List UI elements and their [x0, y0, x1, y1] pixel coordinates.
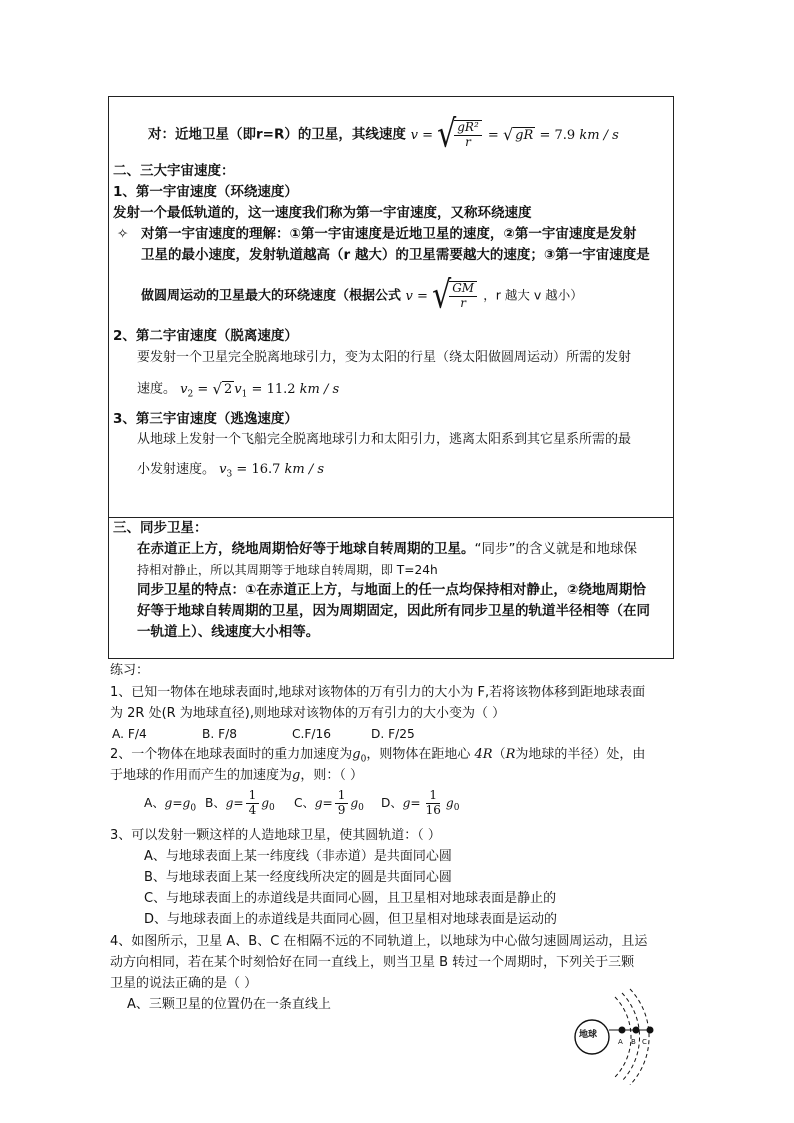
q2-option-c[interactable]: C、g= $\frac{1}{9}$ $g_0$: [294, 788, 364, 817]
q4-line-3: 卫星的说法正确的是（ ）: [110, 976, 258, 991]
v2-formula: $v_2$ = √ 2 $v_1 = 11.2$ km / s: [180, 380, 340, 400]
sync-para-line-2: 持相对静止，所以其周期等于地球自转周期，即 T=24h: [137, 563, 438, 577]
q3-option-a[interactable]: A、与地球表面上某一纬度线（非赤道）是共面同心圆: [144, 849, 452, 864]
label-c: C: [642, 1038, 647, 1046]
first-speed-desc: 发射一个最低轨道的，这一速度我们称为第一宇宙速度，又称环绕速度: [113, 205, 532, 221]
orbit-c: [630, 989, 649, 1085]
sub-first-cosmic-speed: 1、第一宇宙速度（环绕速度）: [113, 184, 298, 200]
heading-three-cosmic-speeds: 二、三大宇宙速度：: [113, 163, 235, 179]
sub-second-cosmic-speed: 2、第二宇宙速度（脱离速度）: [113, 328, 298, 344]
heading-synchronous-satellite: 三、同步卫星：: [113, 520, 208, 536]
near-earth-line: [148, 112, 619, 157]
q3-option-b[interactable]: B、与地球表面上某一经度线所决定的圆是共面同心圆: [144, 870, 452, 885]
q1-option-c[interactable]: C.F/16: [292, 727, 332, 741]
understanding-line-2: 卫星的最小速度，发射轨道越高（r 越大）的卫星需要越大的速度；③第一宇宙速度是: [141, 247, 650, 263]
q1-option-a[interactable]: A. F/4: [112, 727, 147, 741]
label-b: B: [631, 1038, 636, 1046]
q2-option-b[interactable]: B、g= $\frac{1}{4}$ $g_0$: [205, 788, 275, 817]
sync-features-line-2: 好等于地球自转周期的卫星，因为周期固定，因此所有同步卫星的轨道半径相等（在同: [137, 603, 650, 619]
sync-features-line-3: 一轨道上）、线速度大小相等。: [137, 624, 320, 640]
q3-option-d[interactable]: D、与地球表面上的赤道线是共面同心圆，但卫星相对地球表面是运动的: [144, 912, 558, 927]
gm-formula: v = √ $\frac{GM}{r}$: [406, 289, 484, 304]
q4-line-2: 动方向相同，若在某个时刻恰好在同一直线上，则当卫星 B 转过一个周期时，下列关于三颗: [110, 955, 635, 970]
practice-title: 练习：: [110, 663, 150, 678]
q1-line-1: 1、已知一物体在地球表面时,地球对该物体的万有引力的大小为 F,若将该物体移到距地球表面: [110, 685, 646, 700]
q1-option-d[interactable]: D. F/25: [371, 727, 415, 741]
satellite-a: [619, 1027, 626, 1034]
understanding-line-1: 对第一宇宙速度的理解：①第一宇宙速度是近地卫星的速度，②第一宇宙速度是发射: [141, 226, 637, 242]
sync-features-line-1: 同步卫星的特点：①在赤道正上方，与地面上的任一点均保持相对静止，②绕地周期恰: [137, 582, 646, 598]
near-earth-text: 对：近地卫星（即r=R）的卫星，其线速度: [148, 126, 406, 143]
second-speed-desc-1: 要发射一个卫星完全脱离地球引力，变为太阳的行星（绕太阳做圆周运动）所需的发射: [137, 350, 632, 365]
sync-para-line-1: 在赤道正上方，绕地周期恰好等于地球自转周期的卫星。“同步”的含义就是和地球保: [137, 541, 637, 557]
q4-line-1: 4、如图所示，卫星 A、B、C 在相隔不远的不同轨道上，以地球为中心做匀速圆周运动，且运: [110, 934, 648, 949]
q2-line-2: 于地球的作用而产生的加速度为g，则：（ ）: [110, 768, 363, 783]
bullet-icon: ✧: [117, 226, 129, 242]
q4-option-a[interactable]: A、三颗卫星的位置仍在一条直线上: [127, 997, 331, 1012]
sub-third-cosmic-speed: 3、第三宇宙速度（逃逸速度）: [113, 411, 298, 427]
earth-label: 地球: [579, 1030, 598, 1040]
satellite-b: [633, 1027, 640, 1034]
label-a: A: [618, 1038, 623, 1046]
q2-option-d[interactable]: D、g= $\frac{1}{16}$ $g_0$: [381, 788, 460, 817]
understanding-line-3: 做圆周运动的卫星最大的环绕速度（根据公式 v = √ $\frac{GM}{r}$ ，r 越大 v 越小）: [141, 273, 583, 318]
v1-formula: v = √ $\frac{\text{gR²}}{r}$ = √ gR = 7.9 km / s: [410, 112, 619, 157]
satellite-c: [647, 1027, 654, 1034]
second-speed-desc-2: 速度。 $v_2$ = √ 2 $v_1 = 11.2$ km / s: [137, 380, 340, 400]
q1-line-2: 为 2R 处(R 为地球直径),则地球对该物体的万有引力的大小变为（ ）: [110, 706, 506, 721]
satellite-figure: [570, 985, 680, 1085]
orbit-a: [615, 997, 631, 1077]
third-speed-desc-2: 小发射速度。 $v_3 = 16.7$ km / s: [137, 462, 325, 480]
third-speed-desc-1: 从地球上发射一个飞船完全脱离地球引力和太阳引力，逃离太阳系到其它星系所需的最: [137, 432, 632, 447]
q3-line-1: 3、可以发射一颗这样的人造地球卫星，使其圆轨道：（ ）: [110, 828, 441, 843]
q3-option-c[interactable]: C、与地球表面上的赤道线是共面同心圆，且卫星相对地球表面是静止的: [144, 891, 557, 906]
v3-formula: $v_3 = 16.7$ km / s: [219, 462, 325, 480]
q2-line-1: 2、一个物体在地球表面时的重力加速度为$g_0$，则物体在距地心 4R（R为地球的半径）处，由: [110, 747, 646, 765]
q2-option-a[interactable]: A、$g=g_0$: [144, 796, 197, 814]
q1-option-b[interactable]: B. F/8: [202, 727, 237, 741]
